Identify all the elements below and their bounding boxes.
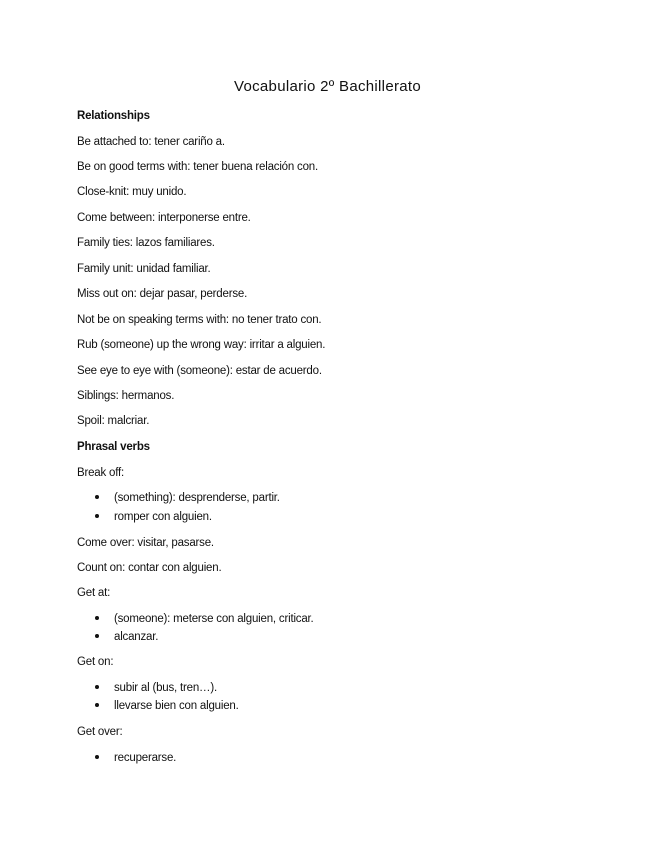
bullet-dot-icon <box>95 514 99 518</box>
bullet-text: llevarse bien con alguien. <box>114 700 239 712</box>
bullet-text: (something): desprenderse, partir. <box>114 492 280 504</box>
bullet-dot-icon <box>95 703 99 707</box>
bullet-text: (someone): meterse con alguien, criticar. <box>114 613 314 625</box>
vocab-entry: See eye to eye with (someone): estar de acuerdo. <box>77 365 322 377</box>
bullet-item <box>95 492 280 504</box>
bullet-item <box>95 700 239 712</box>
bullet-item <box>95 752 176 764</box>
phrasal-verb-term: Break off: <box>77 467 125 479</box>
phrasal-verb-term: Get on: <box>77 656 114 668</box>
document-title: Vocabulario 2º Bachillerato <box>233 78 422 95</box>
vocab-entry: Siblings: hermanos. <box>77 390 175 402</box>
vocab-entry: Rub (someone) up the wrong way: irritar a alguien. <box>77 339 326 351</box>
phrasal-verb-term: Get over: <box>77 726 123 738</box>
bullet-item <box>95 682 217 694</box>
section-heading-phrasal-verbs: Phrasal verbs <box>77 441 150 453</box>
bullet-dot-icon <box>95 616 99 620</box>
bullet-item <box>95 631 158 643</box>
phrasal-verb-entry: Count on: contar con alguien. <box>77 562 222 574</box>
phrasal-verb-entry: Come over: visitar, pasarse. <box>77 537 214 549</box>
bullet-dot-icon <box>95 495 99 499</box>
vocab-entry: Be on good terms with: tener buena relación con. <box>77 161 318 173</box>
vocab-entry: Be attached to: tener cariño a. <box>77 136 225 148</box>
vocab-entry: Come between: interponerse entre. <box>77 212 251 224</box>
bullet-item <box>95 511 212 523</box>
vocab-entry: Spoil: malcriar. <box>77 415 150 427</box>
bullet-text: romper con alguien. <box>114 511 212 523</box>
bullet-text: alcanzar. <box>114 631 159 643</box>
bullet-text: recuperarse. <box>114 752 177 764</box>
vocab-entry: Not be on speaking terms with: no tener trato con. <box>77 314 322 326</box>
phrasal-verb-term: Get at: <box>77 587 111 599</box>
bullet-item <box>95 613 314 625</box>
bullet-text: subir al (bus, tren…). <box>114 682 217 694</box>
bullet-dot-icon <box>95 634 99 638</box>
vocab-entry: Close-knit: muy unido. <box>77 186 187 198</box>
vocab-entry: Family ties: lazos familiares. <box>77 237 215 249</box>
vocab-entry: Miss out on: dejar pasar, perderse. <box>77 288 248 300</box>
bullet-dot-icon <box>95 755 99 759</box>
bullet-dot-icon <box>95 685 99 689</box>
section-heading-relationships: Relationships <box>77 110 150 122</box>
vocab-entry: Family unit: unidad familiar. <box>77 263 211 275</box>
